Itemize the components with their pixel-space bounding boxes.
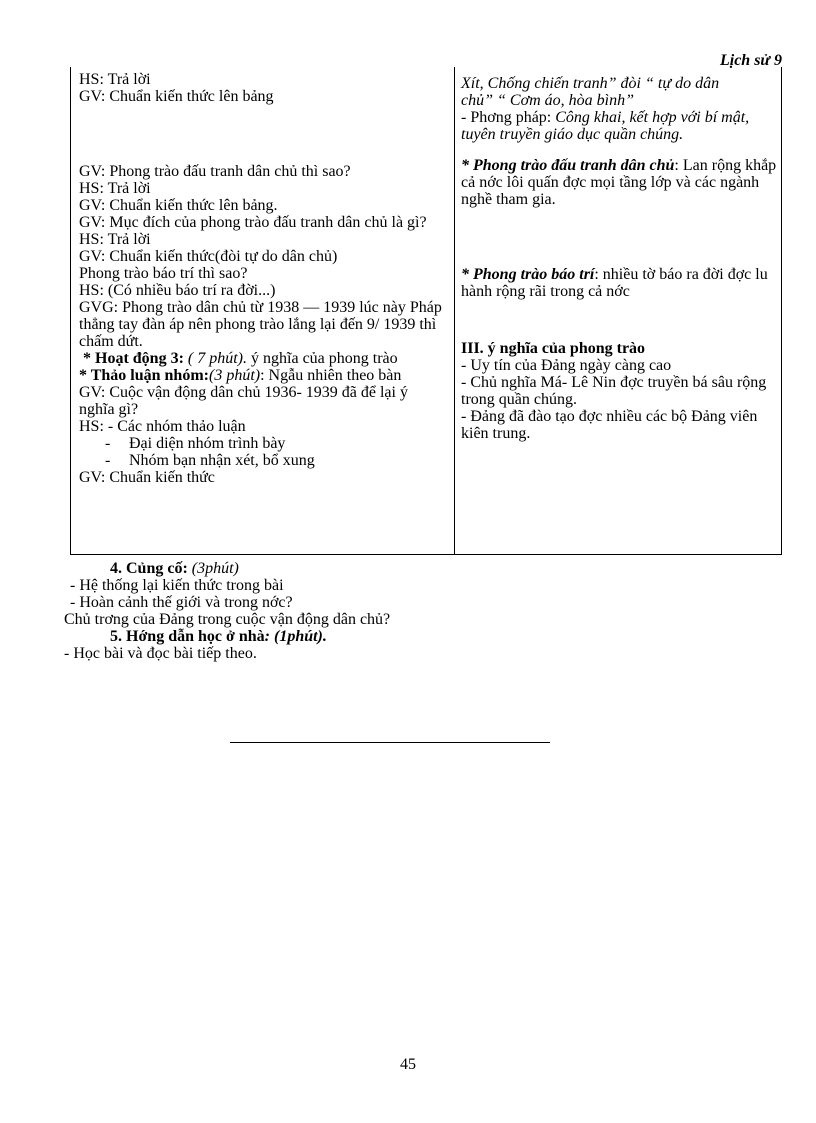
text-line: Phong trào báo trí thì sao? [79, 265, 248, 282]
list-item: - Học bài và đọc bài tiếp theo. [64, 645, 257, 662]
text-line: GV: Chuẩn kiến thức lên bảng. [79, 197, 278, 214]
list-item: - Chủ nghĩa Má- Lê Nin đợc truyền bá sâu rộng trong quần chúng. [461, 374, 767, 408]
text-line: GV: Cuộc vận động dân chủ 1936- 1939 đã để lại ý nghĩa gì? [79, 384, 408, 418]
democracy-section: * Phong trào đấu tranh dân chủ: Lan rộng khắp cả nớc lôi quấn đợc mọi tầng lớp và các ngành nghề tham gia. [461, 157, 777, 208]
text-line: HS: Trả lời [79, 180, 151, 197]
list-item: - Hệ thống lại kiến thức trong bài [70, 577, 284, 594]
discussion-text: : Ngẫu nhiên theo bàn [260, 367, 402, 384]
text-line: GV: Mục đích của phong trào đấu tranh dân chủ là gì? [79, 214, 427, 231]
activity-3-text: ý nghĩa của phong trào [251, 350, 398, 367]
subject-header: Lịch sử 9 [719, 52, 782, 69]
method-label: - Phơng pháp: [461, 109, 552, 126]
press-heading: * Phong trào báo trí [461, 266, 595, 283]
text-line: HS: Trả lời [79, 231, 151, 248]
meaning-heading: III. ý nghĩa của phong trào [461, 340, 646, 357]
teacher-student-column [79, 71, 444, 486]
democracy-heading: * Phong trào đấu tranh dân chủ [461, 157, 675, 174]
lesson-table [70, 67, 782, 555]
divider-line [230, 742, 550, 743]
activity-3 [79, 350, 444, 367]
method-text: Công khai, kết hợp với bí mật, tuyên truyền giáo dục quần chúng. [461, 109, 750, 143]
press-section [461, 266, 777, 300]
list-item: - Đại diện nhóm trình bày [105, 435, 286, 452]
column-divider [454, 67, 455, 554]
list-item: Chủ trơng của Đảng trong cuộc vận động dân chủ? [64, 611, 391, 628]
text-line: HS: - Các nhóm thảo luận [79, 418, 246, 435]
method-line [461, 109, 777, 143]
list-item: - Uy tín của Đảng ngày càng cao [461, 357, 672, 374]
page-number: 45 [400, 1056, 416, 1073]
democracy-text: Lan rộng khắp cả nớc lôi quấn đợc mọi tầng lớp và các ngành nghề tham gia. [461, 157, 777, 208]
text-line: GV: Chuẩn kiến thức lên bảng [79, 88, 274, 105]
text-line: HS: Trả lời [79, 71, 151, 88]
text-line: GVG: Phong trào dân chủ từ 1938 — 1939 lúc này Pháp thẳng tay đàn áp nên phong trào lắng lại đến 9/ 1939 thì chấm dứt. [79, 299, 442, 350]
lesson-closing [64, 560, 764, 662]
text-line: HS: (Có nhiều báo trí ra đời...) [79, 282, 276, 299]
press-text: : nhiều tờ báo ra đời đợc lu hành rộng rãi trong cả nớc [461, 266, 768, 300]
text-line: chủ” “ Cơm áo, hòa bình” [461, 92, 635, 109]
text-line: Xít, Chống chiến tranh” đòi “ tự do dân [461, 75, 720, 92]
list-item: - Đảng đã đào tạo đợc nhiều các bộ Đảng viên kiên trung. [461, 408, 758, 442]
list-item: - Nhóm bạn nhận xét, bổ xung [105, 452, 315, 469]
list-item: - Hoàn cảnh thế giới và trong nớc? [70, 594, 293, 611]
discussion-time: (3 phút) [208, 367, 261, 384]
activity-3-label: * Hoạt động 3: [83, 350, 184, 367]
text-line: GV: Chuẩn kiến thức(đòi tự do dân chủ) [79, 248, 338, 265]
text-line: GV: Chuẩn kiến thức [79, 469, 215, 486]
homework-heading: 5. Hớng dẫn học ở nhà: (1phút). [110, 628, 327, 645]
activity-3-time: ( 7 phút). [187, 350, 248, 367]
discussion-label: * Thảo luận nhóm: [79, 367, 209, 384]
consolidation-heading: 4. Củng cố: (3phút) [110, 560, 239, 577]
text-line: GV: Phong trào đấu tranh dân chủ thì sao? [79, 163, 351, 180]
content-column [461, 75, 777, 442]
group-discussion [79, 367, 444, 384]
